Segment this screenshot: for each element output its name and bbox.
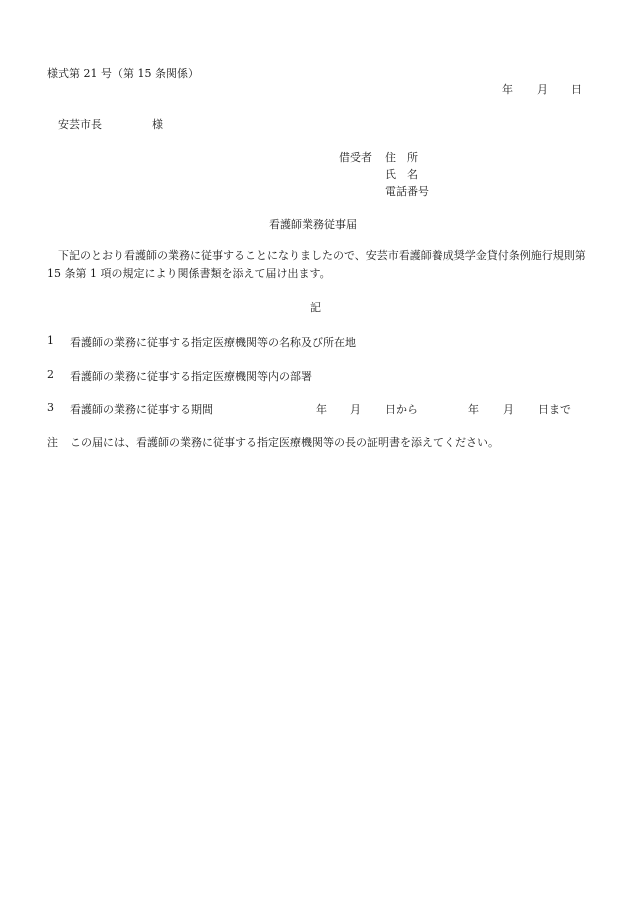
item-number: 3	[47, 401, 54, 414]
phone-label: 電話番号	[385, 185, 429, 198]
borrower-heading: 借受者	[339, 151, 372, 164]
date-year-label: 年	[502, 83, 513, 96]
period-to-day: 日まで	[538, 403, 571, 416]
addressee-name: 安芸市長	[58, 118, 102, 131]
period-from-day: 日から	[385, 403, 418, 416]
period-to-month: 月	[503, 403, 514, 416]
note-text: この届には、看護師の業務に従事する指定医療機関等の長の証明書を添えてください。	[70, 436, 499, 449]
date-month-label: 月	[537, 83, 548, 96]
item-number: 2	[47, 368, 54, 381]
item-text: 看護師の業務に従事する指定医療機関等内の部署	[70, 370, 312, 383]
period-from-month: 月	[350, 403, 361, 416]
address-label: 住 所	[385, 151, 418, 164]
body-paragraph	[47, 247, 587, 283]
name-label: 氏 名	[385, 168, 418, 181]
addressee-honorific: 様	[152, 118, 163, 131]
date-day-label: 日	[571, 83, 582, 96]
period-to-year: 年	[468, 403, 479, 416]
item-text: 看護師の業務に従事する指定医療機関等の名称及び所在地	[70, 336, 356, 349]
item-number: 1	[47, 334, 54, 347]
document-title: 看護師業務従事届	[269, 218, 357, 231]
form-number: 様式第 21 号（第 15 条関係）	[47, 67, 199, 80]
body-text: 下記のとおり看護師の業務に従事することになりましたので、安芸市看護師養成奨学金貸付条例施行規則第 15 条第 1 項の規定により関係書類を添えて届け出ます。	[47, 249, 586, 280]
period-from-year: 年	[316, 403, 327, 416]
item-text: 看護師の業務に従事する期間	[70, 403, 213, 416]
ki-heading: 記	[310, 301, 321, 314]
note-label: 注	[47, 436, 58, 449]
